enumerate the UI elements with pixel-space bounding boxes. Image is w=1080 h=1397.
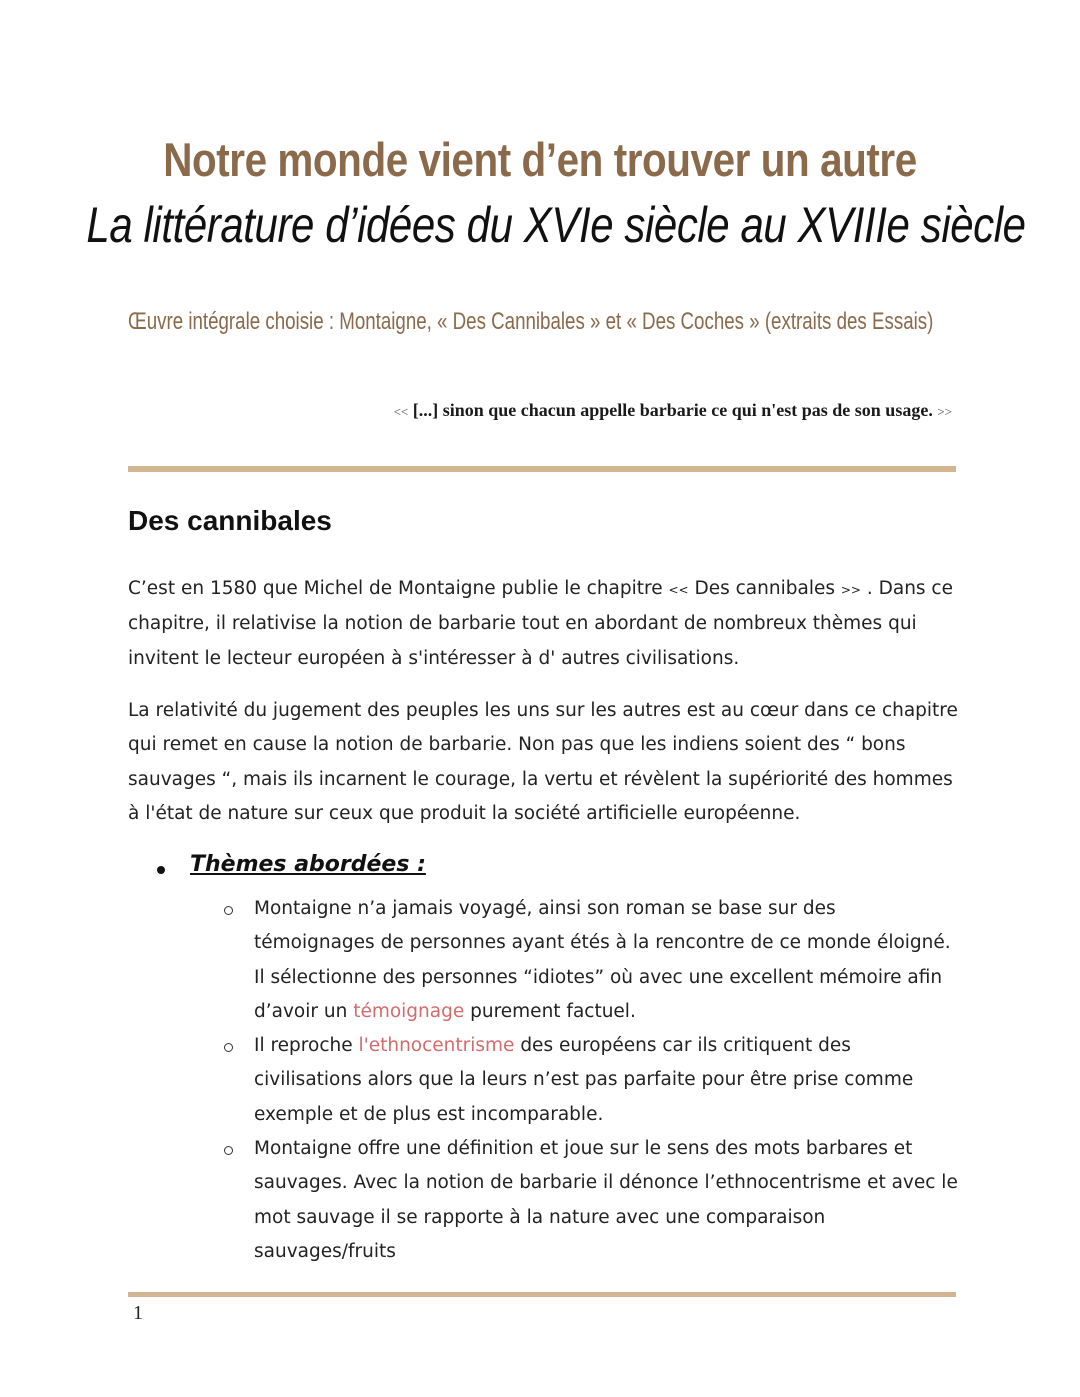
circle-bullet-icon xyxy=(224,1146,233,1155)
document-title: Notre monde vient d’en trouver un autre xyxy=(163,133,917,186)
circle-bullet-icon xyxy=(224,1043,233,1052)
intro-chapter-title: Des cannibales xyxy=(688,578,841,599)
epigraph xyxy=(394,400,952,421)
theme-item-1-highlight: témoignage xyxy=(353,1001,465,1023)
theme-item-2-highlight: l'ethnocentrisme xyxy=(358,1035,515,1056)
theme-item-1-after: purement factuel. xyxy=(464,1001,636,1023)
section-heading: Des cannibales xyxy=(128,505,332,536)
circle-bullet-icon xyxy=(224,906,233,915)
theme-item-2-before: Il reproche xyxy=(254,1035,359,1056)
epigraph-open-mark: << xyxy=(393,404,409,419)
top-divider xyxy=(128,466,956,472)
document-subtitle: La littérature d’idées du XVIe siècle au XVIIIe siècle xyxy=(86,197,1026,253)
paragraph-intro xyxy=(128,572,958,676)
intro-open-mark: << xyxy=(668,583,689,597)
bottom-divider xyxy=(128,1292,956,1297)
oeuvre-line: Œuvre intégrale choisie : Montaigne, « Des Cannibales » et « Des Coches » (extraits des Essais) xyxy=(128,308,934,335)
epigraph-close-mark: >> xyxy=(937,404,952,419)
theme-item-2 xyxy=(254,1029,959,1132)
intro-close-mark: >> xyxy=(840,583,861,597)
bullet-dot-icon xyxy=(157,866,165,874)
themes-heading: Thèmes abordées : xyxy=(190,852,426,877)
theme-item-1-text: Montaigne n’a jamais voyagé, ainsi son roman se base sur des témoignages de personnes ayant étés à la rencontre de ce monde éloigné. Il sélectionne des personnes “idiotes” où avec une excellent mémoire afin d’avoir un xyxy=(254,898,951,1023)
paragraph-relativity: La relativité du jugement des peuples les uns sur les autres est au cœur dans ce chapitre qui remet en cause la notion de barbarie. Non pas que les indiens soient des “ bons sauvages “, mais ils incarnent le courage, la vertu et révèlent la supériorité des hommes à l'état de nature sur ceux que produit la société artificielle européenne. xyxy=(128,700,958,825)
page-number: 1 xyxy=(133,1302,143,1324)
intro-text-after: . Dans ce chapitre, il relativise la notion de barbarie tout en abordant de nombreux thèmes qui invitent le lecteur européen à s'intéresser à d' autres civilisations. xyxy=(128,578,953,669)
theme-item-2-after: des européens car ils critiquent des civilisations alors que la leurs n’est pas parfaite pour être prise comme exemple et de plus est incomparable. xyxy=(254,1035,914,1125)
epigraph-text: [...] sinon que chacun appelle barbarie ce qui n'est pas de son usage. xyxy=(412,400,933,420)
theme-item-3: Montaigne offre une définition et joue sur le sens des mots barbares et sauvages. Avec la notion de barbarie il dénonce l’ethnocentrisme et avec le mot sauvage il se rapporte à la nature avec une comparaison sauvages/fruits xyxy=(254,1138,958,1263)
intro-text-before: C’est en 1580 que Michel de Montaigne publie le chapitre xyxy=(128,578,669,599)
theme-item-1 xyxy=(254,892,959,1030)
